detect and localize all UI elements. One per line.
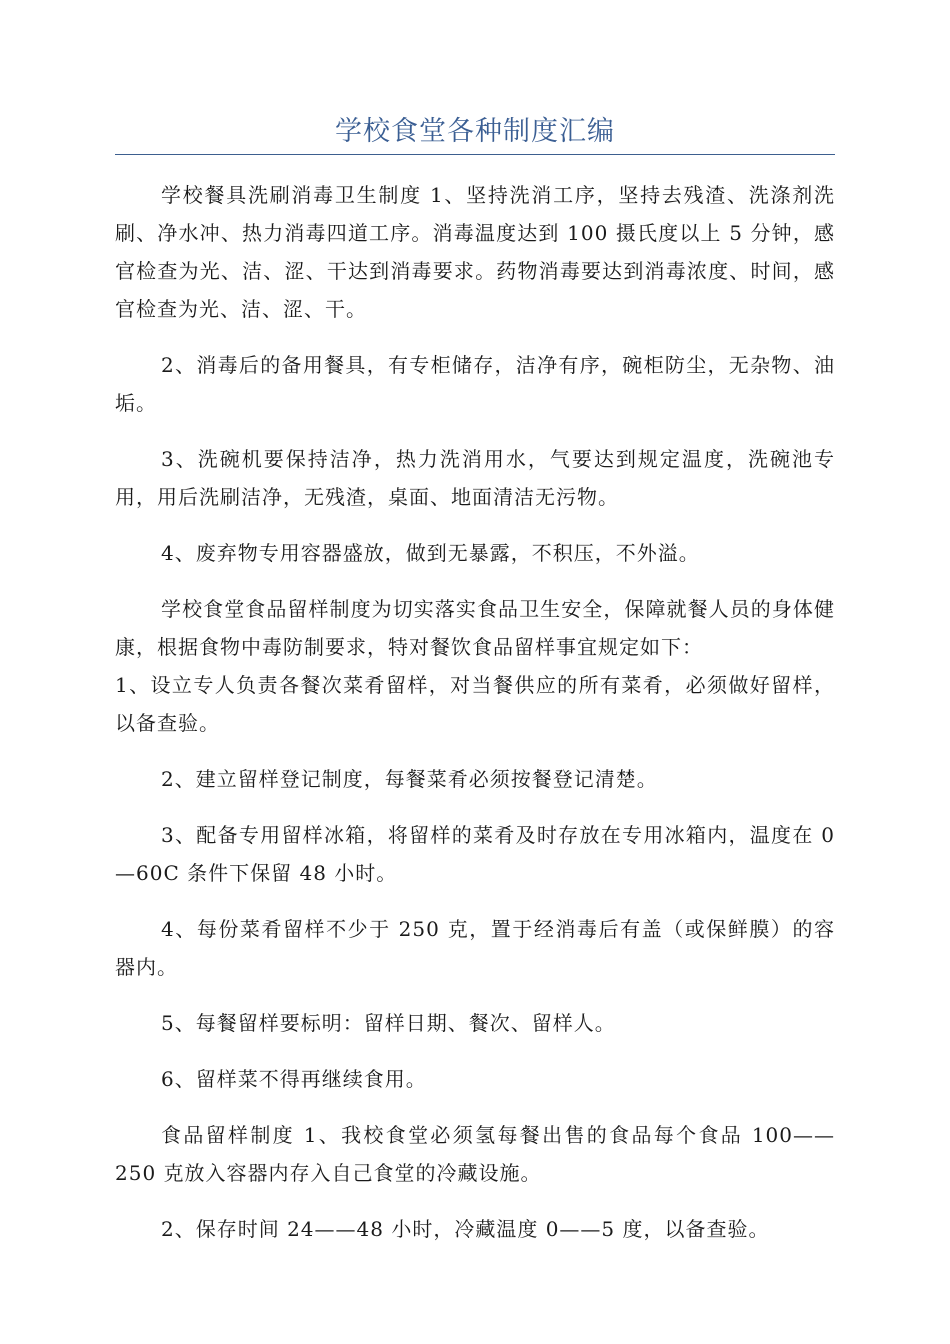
paragraph-dish-disinfection: 学校餐具洗刷消毒卫生制度 1、坚持洗消工序，坚持去残渣、洗涤剂洗刷、净水冲、热力消毒四道工序。消毒温度达到 100 摄氏度以上 5 分钟，感官检查为光、洁、涩、干达到消毒要求。药物消毒要达到消毒浓度、时间，感官检查为光、洁、涩、干。: [115, 183, 835, 321]
paragraph-dish-storage: 2、消毒后的备用餐具，有专柜储存，洁净有序，碗柜防尘，无杂物、油垢。: [115, 353, 835, 415]
paragraph-sample-item-3: 3、配备专用留样冰箱，将留样的菜肴及时存放在专用冰箱内，温度在 0—60C 条件下保留 48 小时。: [115, 823, 835, 885]
paragraph-sample-item-4: 4、每份菜肴留样不少于 250 克，置于经消毒后有盖（或保鲜膜）的容器内。: [115, 917, 835, 979]
paragraph-dishwasher: 3、洗碗机要保持洁净，热力洗消用水，气要达到规定温度，洗碗池专用，用后洗刷洁净，无残渣，桌面、地面清洁无污物。: [115, 447, 835, 509]
document-title: 学校食堂各种制度汇编: [335, 116, 615, 147]
paragraph-sample-policy-intro: 学校食堂食品留样制度为切实落实食品卫生安全，保障就餐人员的身体健康，根据食物中毒防制要求，特对餐饮食品留样事宜规定如下：: [115, 597, 835, 659]
paragraph-sample-item-2: 2、建立留样登记制度，每餐菜肴必须按餐登记清楚。: [161, 767, 658, 791]
paragraph-sample-item-1: 1、设立专人负责各餐次菜肴留样，对当餐供应的所有菜肴，必须做好留样，以备查验。: [115, 673, 835, 735]
document-body: [115, 176, 835, 1248]
paragraph-waste: 4、废弃物专用容器盛放，做到无暴露，不积压，不外溢。: [161, 541, 700, 565]
paragraph-food-sample-item-1: 食品留样制度 1、我校食堂必须氢每餐出售的食品每个食品 100——250 克放入容器内存入自己食堂的冷藏设施。: [115, 1123, 835, 1185]
title-underline: [115, 154, 835, 155]
paragraph-sample-item-6: 6、留样菜不得再继续食用。: [161, 1067, 427, 1091]
paragraph-sample-item-5: 5、每餐留样要标明：留样日期、餐次、留样人。: [161, 1011, 616, 1035]
paragraph-food-sample-item-2: 2、保存时间 24——48 小时，冷藏温度 0——5 度，以备查验。: [161, 1217, 770, 1241]
